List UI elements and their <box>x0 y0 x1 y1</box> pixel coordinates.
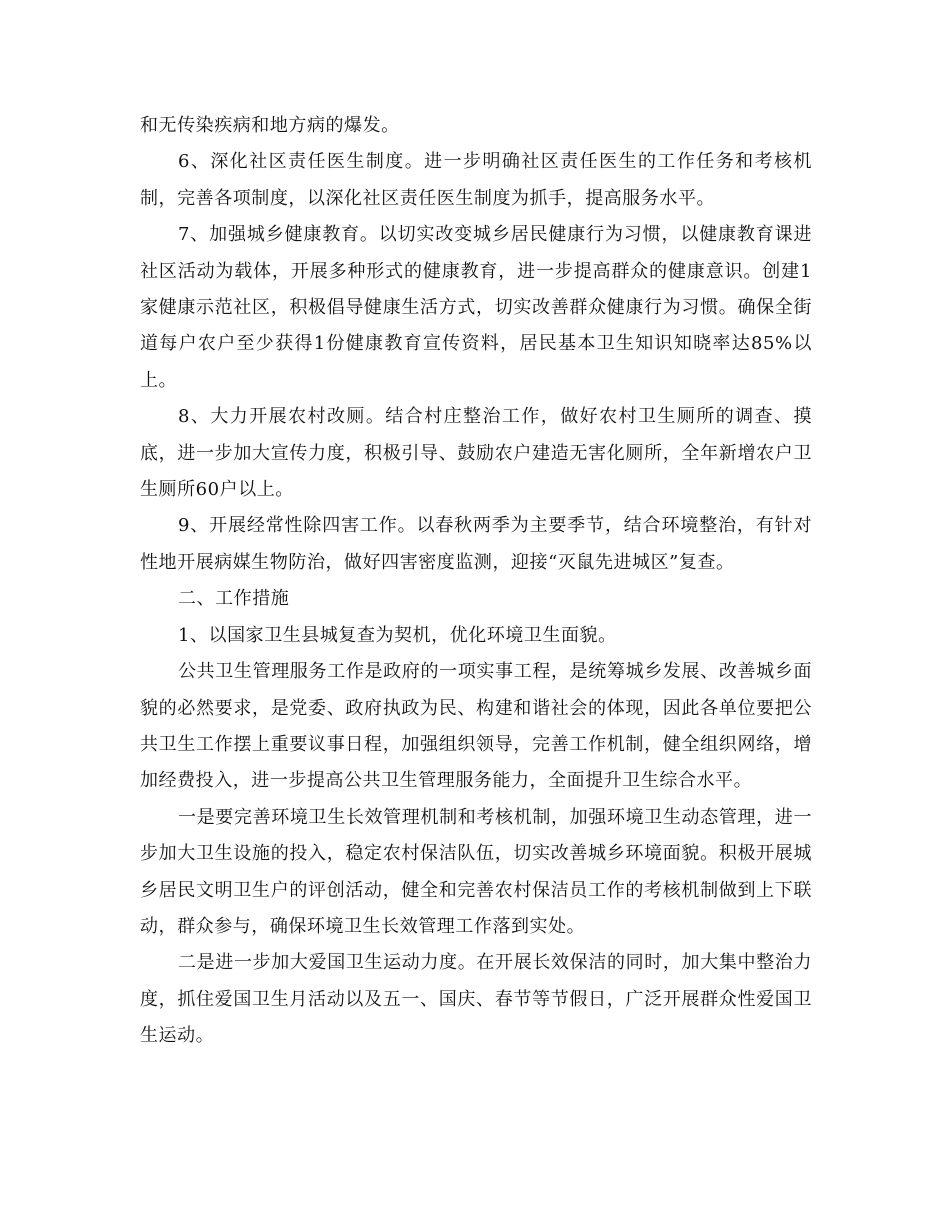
paragraph-point-two: 二是进一步加大爱国卫生运动力度。在开展长效保洁的同时，加大集中整治力度，抓住爱国卫生月活动以及五一、国庆、春节等节假日，广泛开展群众性爱国卫生运动。 <box>140 952 812 1047</box>
section-heading-measures: 二、工作措施 <box>178 588 290 610</box>
paragraph-item-9: 9、开展经常性除四害工作。以春秋两季为主要季节，结合环境整治，有针对性地开展病媒生物防治，做好四害密度监测，迎接“灭鼠先进城区”复查。 <box>140 515 812 573</box>
subheading-measure-1: 1、以国家卫生县城复查为契机，优化环境卫生面貌。 <box>178 624 617 646</box>
paragraph-item-7: 7、加强城乡健康教育。以切实改变城乡居民健康行为习惯，以健康教育课进社区活动为载体，开展多种形式的健康教育，进一步提高群众的健康意识。创建1家健康示范社区，积极倡导健康生活方式，切实改善群众健康行为习惯。确保全街道每户农户至少获得1份健康教育宣传资料，居民基本卫生知识知晓率达85%以上。 <box>140 224 812 391</box>
document-page <box>140 108 812 1055</box>
paragraph-item-6: 6、深化社区责任医生制度。进一步明确社区责任医生的工作任务和考核机制，完善各项制度，以深化社区责任医生制度为抓手，提高服务水平。 <box>140 151 812 209</box>
paragraph-item-8: 8、大力开展农村改厕。结合村庄整治工作，做好农村卫生厕所的调查、摸底，进一步加大宣传力度，积极引导、鼓励农户建造无害化厕所，全年新增农户卫生厕所60户以上。 <box>140 406 812 501</box>
paragraph-continuation: 和无传染疾病和地方病的爆发。 <box>140 115 400 136</box>
paragraph-point-one: 一是要完善环境卫生长效管理机制和考核机制，加强环境卫生动态管理，进一步加大卫生设施的投入，稳定农村保洁队伍，切实改善城乡环境面貌。积极开展城乡居民文明卫生户的评创活动，健全和完善农村保洁员工作的考核机制做到上下联动，群众参与，确保环境卫生长效管理工作落到实处。 <box>140 806 812 937</box>
paragraph-public-health: 公共卫生管理服务工作是政府的一项实事工程，是统筹城乡发展、改善城乡面貌的必然要求，是党委、政府执政为民、构建和谐社会的体现，因此各单位要把公共卫生工作摆上重要议事日程，加强组织领导，完善工作机制，健全组织网络，增加经费投入，进一步提高公共卫生管理服务能力，全面提升卫生综合水平。 <box>140 661 812 792</box>
